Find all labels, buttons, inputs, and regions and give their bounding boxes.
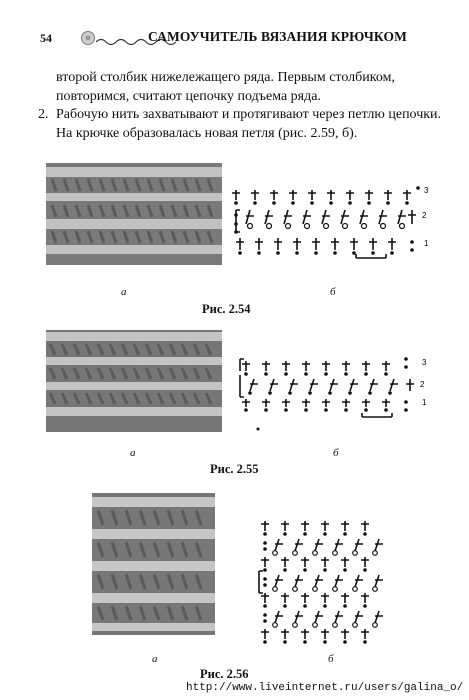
crochet-chart-fig-254 xyxy=(228,180,438,265)
caption-a-fig-255: а xyxy=(130,447,136,459)
figure-title-254: Рис. 2.54 xyxy=(202,302,251,316)
figure-title-255: Рис. 2.55 xyxy=(210,462,259,476)
fabric-photo-fig-254 xyxy=(46,163,222,265)
crochet-chart-fig-255 xyxy=(236,355,436,435)
caption-b-fig-254: б xyxy=(330,286,336,298)
row-number-1: 1 xyxy=(424,239,429,248)
fabric-texture xyxy=(92,493,215,635)
row-number-2: 2 xyxy=(420,380,425,389)
caption-a-fig-256: а xyxy=(152,653,158,665)
caption-b-fig-256: б xyxy=(328,653,334,665)
chart-row-3 xyxy=(240,359,390,371)
ornament-icon xyxy=(80,30,96,46)
fabric-photo-fig-255 xyxy=(46,330,222,432)
source-url: http://www.liveinternet.ru/users/galina_o/ xyxy=(186,682,464,694)
chart-row-1 xyxy=(242,399,392,417)
list-number: 2. xyxy=(38,107,49,122)
figure-title-256: Рис. 2.56 xyxy=(200,667,249,681)
chart-row-2 xyxy=(240,375,414,397)
book-title: САМОУЧИТЕЛЬ ВЯЗАНИЯ КРЮЧКОМ xyxy=(148,29,407,44)
chart-row-1 xyxy=(236,238,396,258)
chart-rows xyxy=(259,521,383,639)
row-number-3: 3 xyxy=(422,358,427,367)
paragraph-2: Рабочую нить захватывают и протягивают через петлю цепочки. На крючке образовалась новая петля (рис. 2.59, б). xyxy=(56,107,442,141)
row-number-3: 3 xyxy=(424,186,429,195)
fabric-texture xyxy=(46,163,222,265)
fabric-texture xyxy=(46,330,222,432)
crochet-chart-fig-256 xyxy=(255,517,415,647)
paragraph-1: второй столбик нижележащего ряда. Первым столбиком, повторимся, считают цепочку подъема ряда. xyxy=(56,70,395,104)
fabric-photo-fig-256 xyxy=(92,493,215,635)
caption-a-fig-254: а xyxy=(121,286,127,298)
row-number-2: 2 xyxy=(422,211,427,220)
page-number: 54 xyxy=(40,31,52,45)
caption-b-fig-255: б xyxy=(333,447,339,459)
chart-row-3 xyxy=(232,190,411,200)
row-number-1: 1 xyxy=(422,398,427,407)
